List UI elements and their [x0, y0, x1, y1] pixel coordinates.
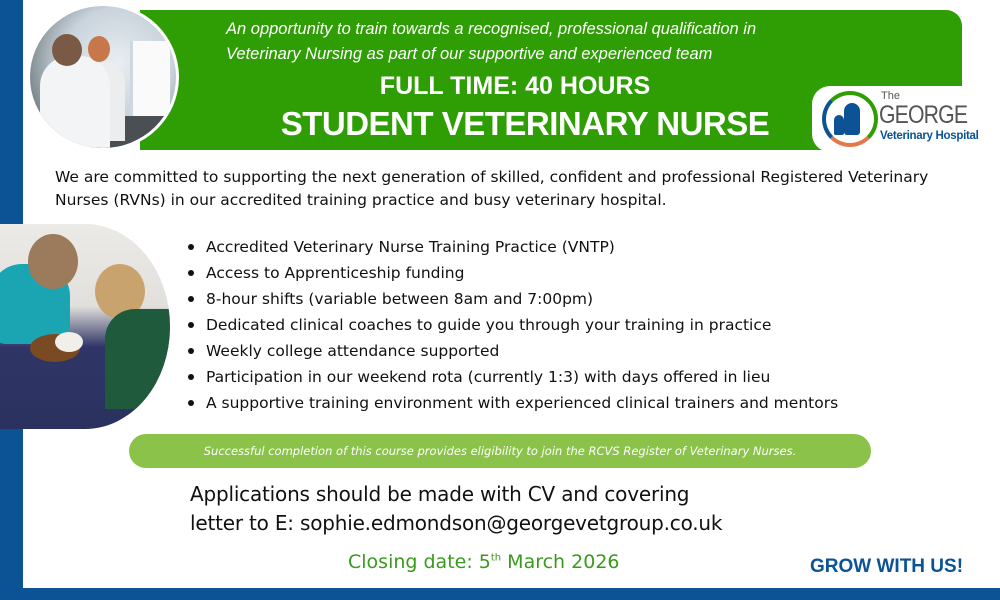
bottom-accent-bar [0, 588, 1000, 600]
job-title: STUDENT VETERINARY NURSE [280, 105, 770, 142]
apply-line-2[interactable]: letter to E: sophie.edmondson@georgevetgroup.co.uk [190, 511, 723, 535]
dog-and-cat-icon [822, 91, 878, 147]
nurses-guinea-pig-photo [0, 224, 170, 429]
bullet-icon [188, 400, 194, 406]
slogan: GROW WITH US! [810, 556, 964, 577]
hospital-logo [812, 86, 987, 152]
lab-students-photo [27, 3, 179, 151]
apply-line-1: Applications should be made with CV and covering [190, 482, 690, 506]
bullet-icon [188, 322, 194, 328]
list-item: 8-hour shifts (variable between 8am and 7:00pm) [188, 286, 978, 312]
bullet-icon [188, 296, 194, 302]
list-item: Access to Apprenticeship funding [188, 260, 978, 286]
header-tagline: An opportunity to train towards a recognised, professional qualification in Veterinary Nursing as part of our supportive and experienced team [226, 20, 757, 63]
logo-name: GEORGE [879, 101, 968, 129]
eligibility-banner: Successful completion of this course provides eligibility to join the RCVS Register of Veterinary Nurses. [129, 434, 871, 468]
benefits-list [188, 234, 978, 416]
list-item: Dedicated clinical coaches to guide you through your training in practice [188, 312, 978, 338]
logo-subtitle: Veterinary Hospital [880, 130, 979, 142]
application-instructions [190, 480, 810, 538]
list-item: Accredited Veterinary Nurse Training Practice (VNTP) [188, 234, 978, 260]
intro-paragraph: We are committed to supporting the next generation of skilled, confident and professional Registered Veterinary Nurses (RVNs) in our accredited training practice and busy veterinary hospital. [55, 168, 929, 209]
bullet-icon [188, 374, 194, 380]
bullet-icon [188, 244, 194, 250]
bullet-icon [188, 270, 194, 276]
logo-the: The [881, 90, 900, 102]
list-item: Participation in our weekend rota (currently 1:3) with days offered in lieu [188, 364, 978, 390]
list-item: A supportive training environment with experienced clinical trainers and mentors [188, 390, 978, 416]
list-item: Weekly college attendance supported [188, 338, 978, 364]
bullet-icon [188, 348, 194, 354]
hours-heading: FULL TIME: 40 HOURS [379, 72, 651, 100]
closing-date: Closing date: 5th March 2026 [348, 551, 620, 573]
